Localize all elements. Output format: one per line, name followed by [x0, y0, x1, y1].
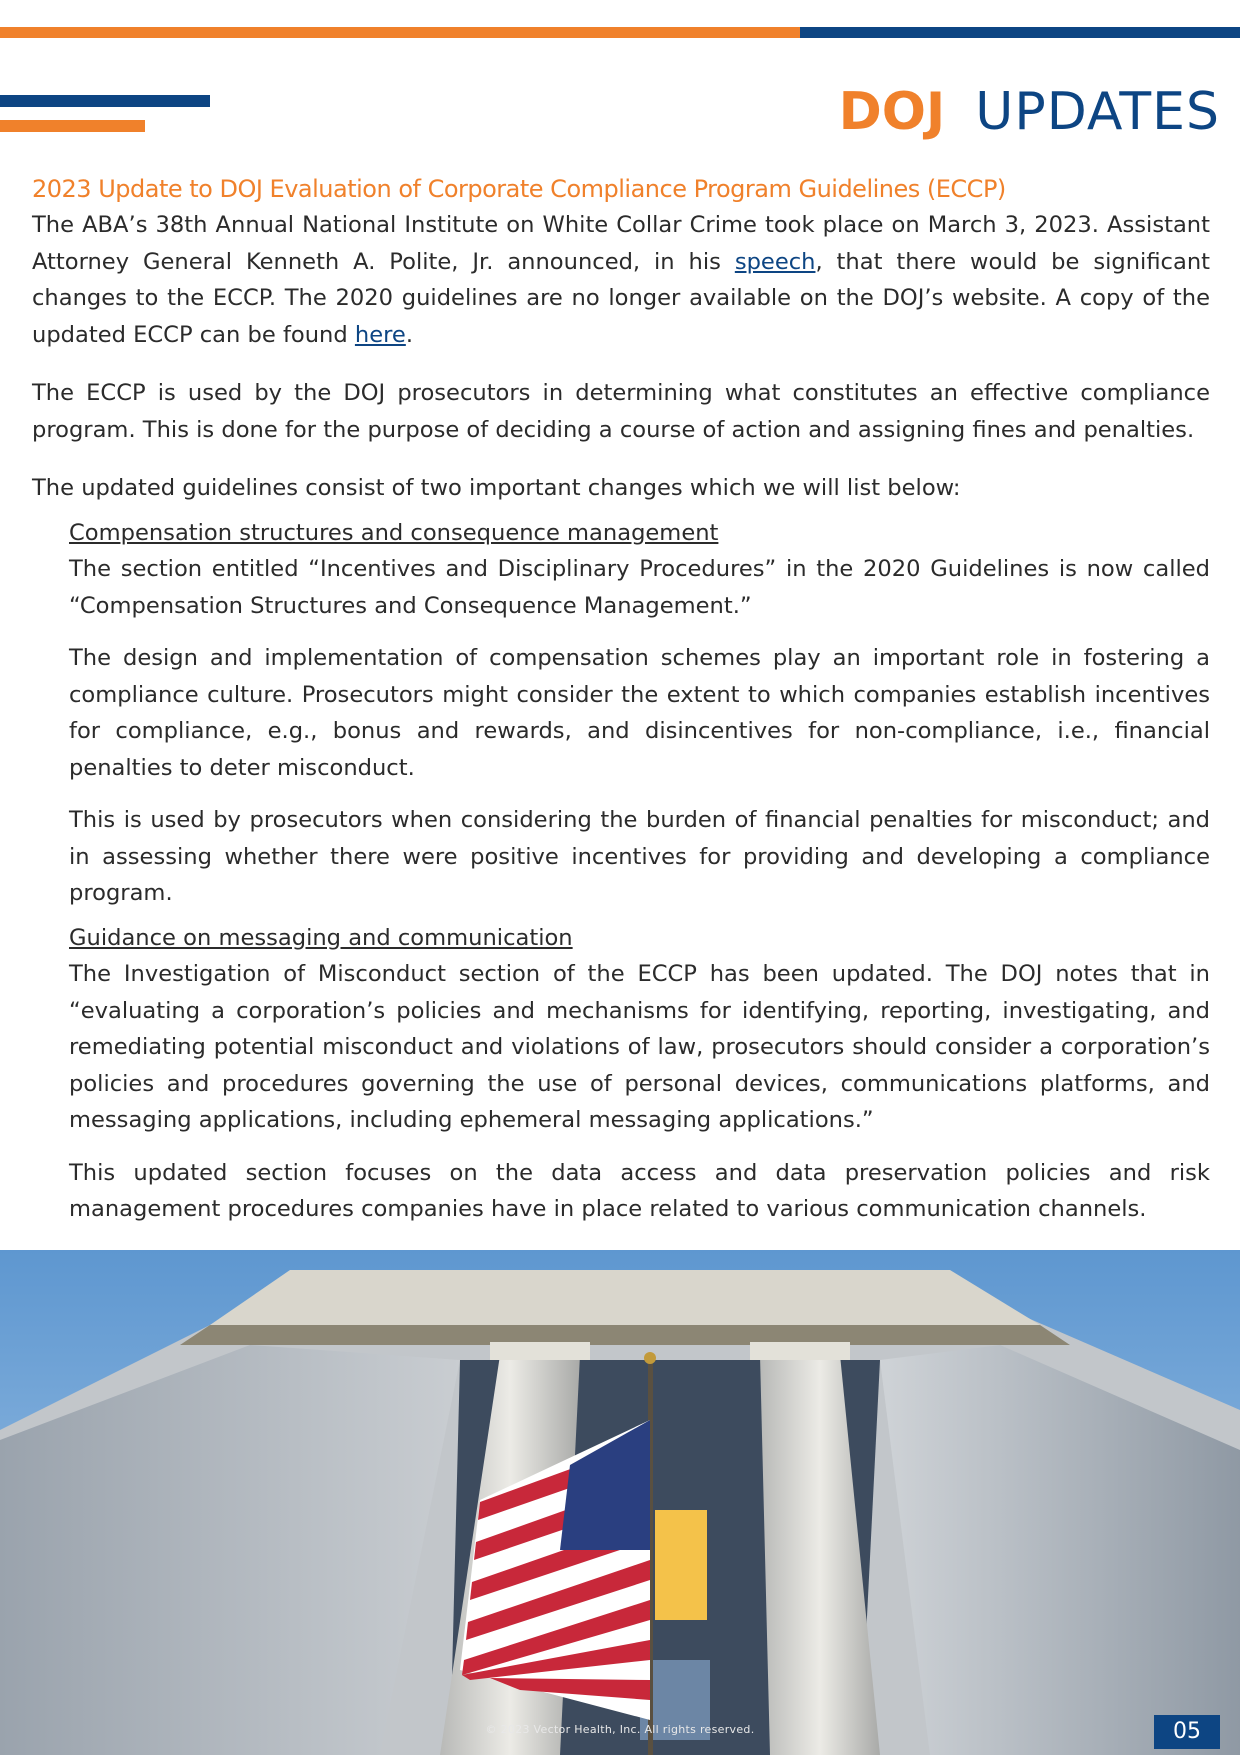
doj-building-photo — [0, 1250, 1240, 1755]
section-heading-compensation: Compensation structures and consequence management — [69, 519, 719, 546]
messaging-paragraph-1: The Investigation of Misconduct section of the ECCP has been updated. The DOJ notes that in “evaluating a corporation’s policies and mechanisms for identifying, reporting, investigating, and remediating potential misconduct and violations of law, prosecutors should consider a corporation’s policies and procedures governing the use of personal devices, communications platforms, and messaging applications, including ephemeral messaging applications.” — [69, 961, 1210, 1133]
building-flag-illustration — [0, 1250, 1240, 1755]
decorative-orange-stripe — [0, 120, 145, 132]
copyright-text: © 2023 Vector Health, Inc. All rights reserved. — [485, 1723, 755, 1736]
top-bar-navy — [800, 27, 1240, 38]
messaging-paragraph-2: This updated section focuses on the data access and data preservation policies and risk management procedures companies have in place related to various communication channels. — [69, 1159, 1210, 1222]
page-header-title — [839, 82, 1220, 142]
article-title: 2023 Update to DOJ Evaluation of Corporate Compliance Program Guidelines (ECCP) — [32, 175, 1006, 203]
speech-link[interactable]: speech — [734, 248, 816, 275]
intro-text-3: . — [405, 321, 414, 348]
header-doj: DOJ — [838, 82, 946, 142]
intro-paragraph — [32, 207, 1210, 353]
top-bar-orange — [0, 27, 800, 38]
here-link[interactable]: here — [354, 321, 406, 348]
eccp-paragraph: The ECCP is used by the DOJ prosecutors in determining what constitutes an effective compliance program. This is done for the purpose of deciding a course of action and assigning fines and penalties. — [32, 380, 1210, 443]
compensation-paragraph-1: The section entitled “Incentives and Disciplinary Procedures” in the 2020 Guidelines is now called “Compensation Structures and Consequence Management.” — [69, 556, 1210, 619]
intro-text-1: The ABA’s 38th Annual National Institute on White Collar Crime took place on March 3, 2023. Assistant Attorney General Kenneth A. Polite, Jr. announced, in his — [32, 212, 1210, 275]
changes-intro-paragraph: The updated guidelines consist of two important changes which we will list below: — [32, 475, 961, 501]
intro-text-2: , that there would be significant changes to the ECCP. The 2020 guidelines are no longer available on the DOJ’s website. A copy of the updated ECCP can be found — [32, 248, 1210, 348]
article-body — [32, 171, 1210, 1244]
compensation-paragraph-2: The design and implementation of compensation schemes play an important role in fostering a compliance culture. Prosecutors might consider the extent to which companies establish incentives for compliance, e.g., bonus and rewards, and disincentives for non-compliance, i.e., financial penalties to deter misconduct. — [69, 645, 1210, 781]
section-heading-messaging: Guidance on messaging and communication — [69, 924, 573, 951]
top-color-bar — [0, 27, 1240, 38]
section-compensation — [32, 515, 1210, 1228]
page-number: 05 — [1154, 1715, 1220, 1749]
decorative-navy-stripe — [0, 95, 210, 107]
compensation-paragraph-3: This is used by prosecutors when considering the burden of financial penalties for misconduct; and in assessing whether there were positive incentives for providing and developing a compliance program. — [69, 807, 1210, 906]
header-updates: UPDATES — [975, 82, 1220, 142]
